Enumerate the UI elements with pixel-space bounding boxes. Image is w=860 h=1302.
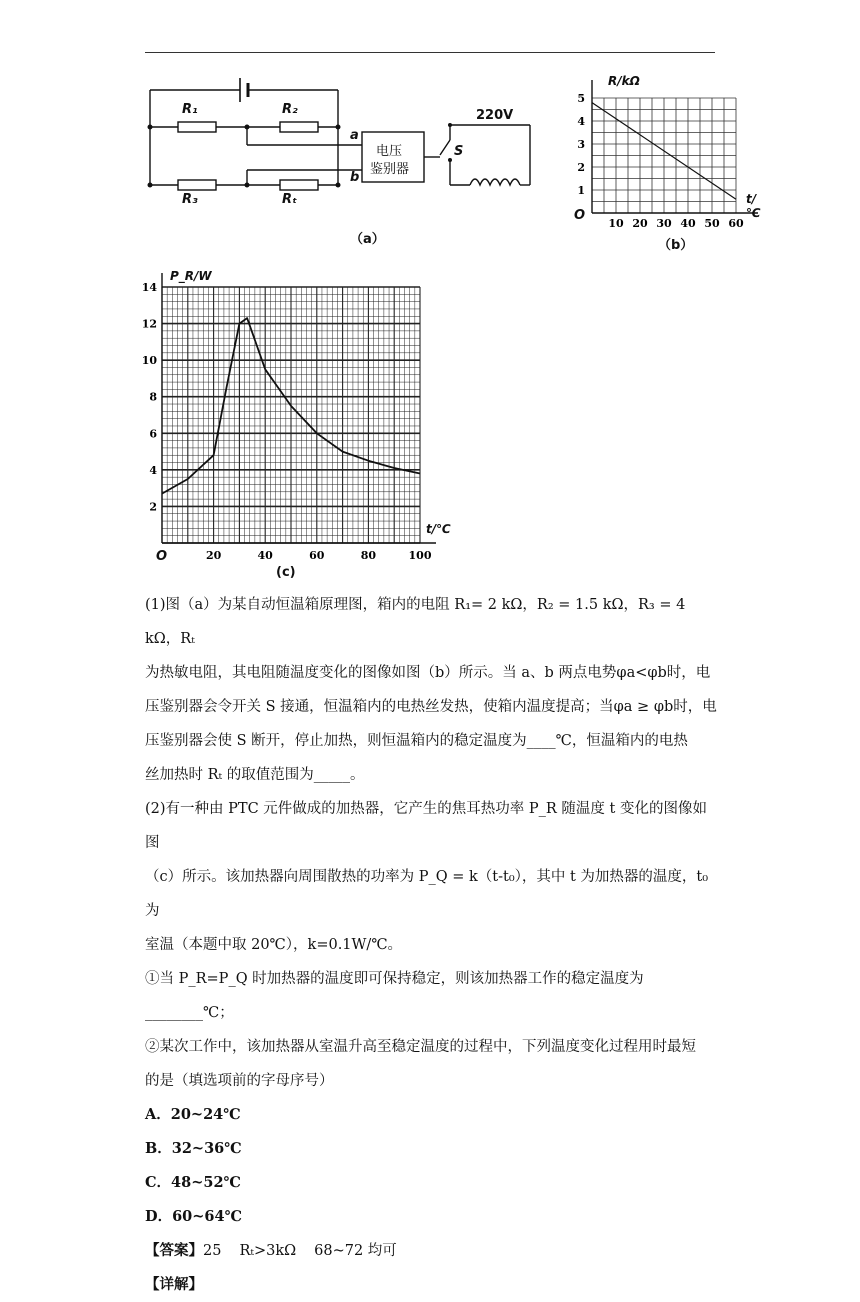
x-tick-label: 100 — [408, 549, 432, 562]
label-rt: Rₜ — [282, 192, 298, 207]
x-tick-label: 60 — [309, 549, 325, 562]
q1-line1: (1)图（a）为某自动恒温箱原理图，箱内的电阻 R₁= 2 kΩ，R₂ = 1.5 kΩ，R₃ = 4 kΩ，Rₜ — [145, 597, 686, 647]
q2-line2: （c）所示。该加热器向周围散热的功率为 P_Q = k（t-t₀），其中 t 为加热器的温度，t₀ 为 — [145, 869, 709, 919]
q2-line6: 的是（填选项前的字母序号） — [145, 1073, 334, 1089]
caption-b: （b） — [658, 238, 694, 253]
detector-label-1: 电压 — [376, 144, 403, 159]
node-b: b — [350, 170, 360, 185]
x-tick-label: 20 — [205, 549, 222, 562]
x-tick-label: 60 — [728, 217, 744, 230]
q1-line5: 丝加热时 Rₜ 的取值范围为_____。 — [145, 767, 365, 783]
q1-line4: 压鉴别器会使 S 断开，停止加热，则恒温箱内的稳定温度为____℃，恒温箱内的电热 — [145, 733, 688, 749]
y-tick-label: 6 — [149, 427, 157, 441]
chart-c — [140, 265, 460, 585]
chart-b-origin: O — [574, 208, 586, 223]
chart-c-origin: O — [156, 549, 168, 564]
y-tick-label: 5 — [577, 92, 585, 105]
y-tick-label: 4 — [577, 115, 585, 128]
chart-c-xlabel: t/℃ — [426, 522, 451, 536]
x-tick-label: 40 — [257, 549, 273, 562]
voltage-label: 220V — [476, 108, 514, 123]
answer-line — [145, 1234, 717, 1268]
chart-b — [570, 70, 770, 253]
caption-c: (c) — [276, 565, 296, 580]
y-tick-label: 2 — [577, 161, 585, 174]
question-body — [145, 588, 717, 1302]
detector-label-2: 鉴别器 — [370, 162, 410, 177]
option-b: B．32~36℃ — [145, 1140, 242, 1157]
chart-b-xlabel: t/℃ — [746, 192, 761, 220]
x-tick-label: 20 — [632, 217, 648, 230]
caption-a: （a） — [350, 232, 385, 247]
option-d: D．60~64℃ — [145, 1208, 242, 1225]
node-a: a — [350, 128, 359, 143]
option-a: A．20~24℃ — [145, 1106, 241, 1123]
chart-c-ylabel: P_R/W — [170, 269, 212, 283]
option-c: C．48~52℃ — [145, 1174, 241, 1191]
y-tick-label: 4 — [149, 463, 157, 477]
answer-2: Rₜ>3kΩ — [239, 1243, 297, 1259]
q1-line3: 压鉴别器会令开关 S 接通，恒温箱内的电热丝发热，使箱内温度提高；当φa ≥ φb时，电 — [145, 699, 717, 715]
switch-label: S — [454, 144, 464, 159]
answer-label: 【答案】 — [145, 1242, 203, 1259]
x-tick-label: 10 — [608, 217, 624, 230]
q1-line2: 为热敏电阻，其电阻随温度变化的图像如图（b）所示。当 a、b 两点电势φa<φb时，电 — [145, 665, 711, 681]
q2-line3: 室温（本题中取 20℃），k=0.1W/℃。 — [145, 937, 403, 953]
label-r2: R₂ — [282, 102, 298, 117]
answer-1: 25 — [203, 1243, 222, 1259]
y-tick-label: 2 — [149, 500, 157, 514]
circuit-diagram — [140, 70, 540, 247]
x-tick-label: 50 — [704, 217, 720, 230]
label-r1: R₁ — [182, 102, 198, 117]
header-rule — [145, 52, 715, 53]
x-tick-label: 30 — [656, 217, 672, 230]
y-tick-label: 12 — [141, 317, 157, 331]
chart-b-ylabel: R/kΩ — [608, 74, 640, 88]
q2-line4: ①当 P_R=P_Q 时加热器的温度即可保持稳定，则该加热器工作的稳定温度为________℃； — [145, 971, 644, 1021]
label-r3: R₃ — [182, 192, 198, 207]
y-tick-label: 1 — [577, 184, 585, 197]
x-tick-label: 40 — [680, 217, 696, 230]
answer-3: 68~72 均可 — [314, 1243, 397, 1259]
y-tick-label: 14 — [141, 281, 157, 294]
detail-label: 【详解】 — [145, 1276, 203, 1293]
y-tick-label: 3 — [577, 138, 585, 151]
y-tick-label: 8 — [149, 390, 157, 404]
q2-line1: (2)有一种由 PTC 元件做成的加热器，它产生的焦耳热功率 P_R 随温度 t 变化的图像如图 — [145, 801, 707, 851]
y-tick-label: 10 — [141, 354, 157, 368]
q2-line5: ②某次工作中，该加热器从室温升高至稳定温度的过程中，下列温度变化过程用时最短 — [145, 1039, 696, 1055]
x-tick-label: 80 — [360, 549, 377, 562]
